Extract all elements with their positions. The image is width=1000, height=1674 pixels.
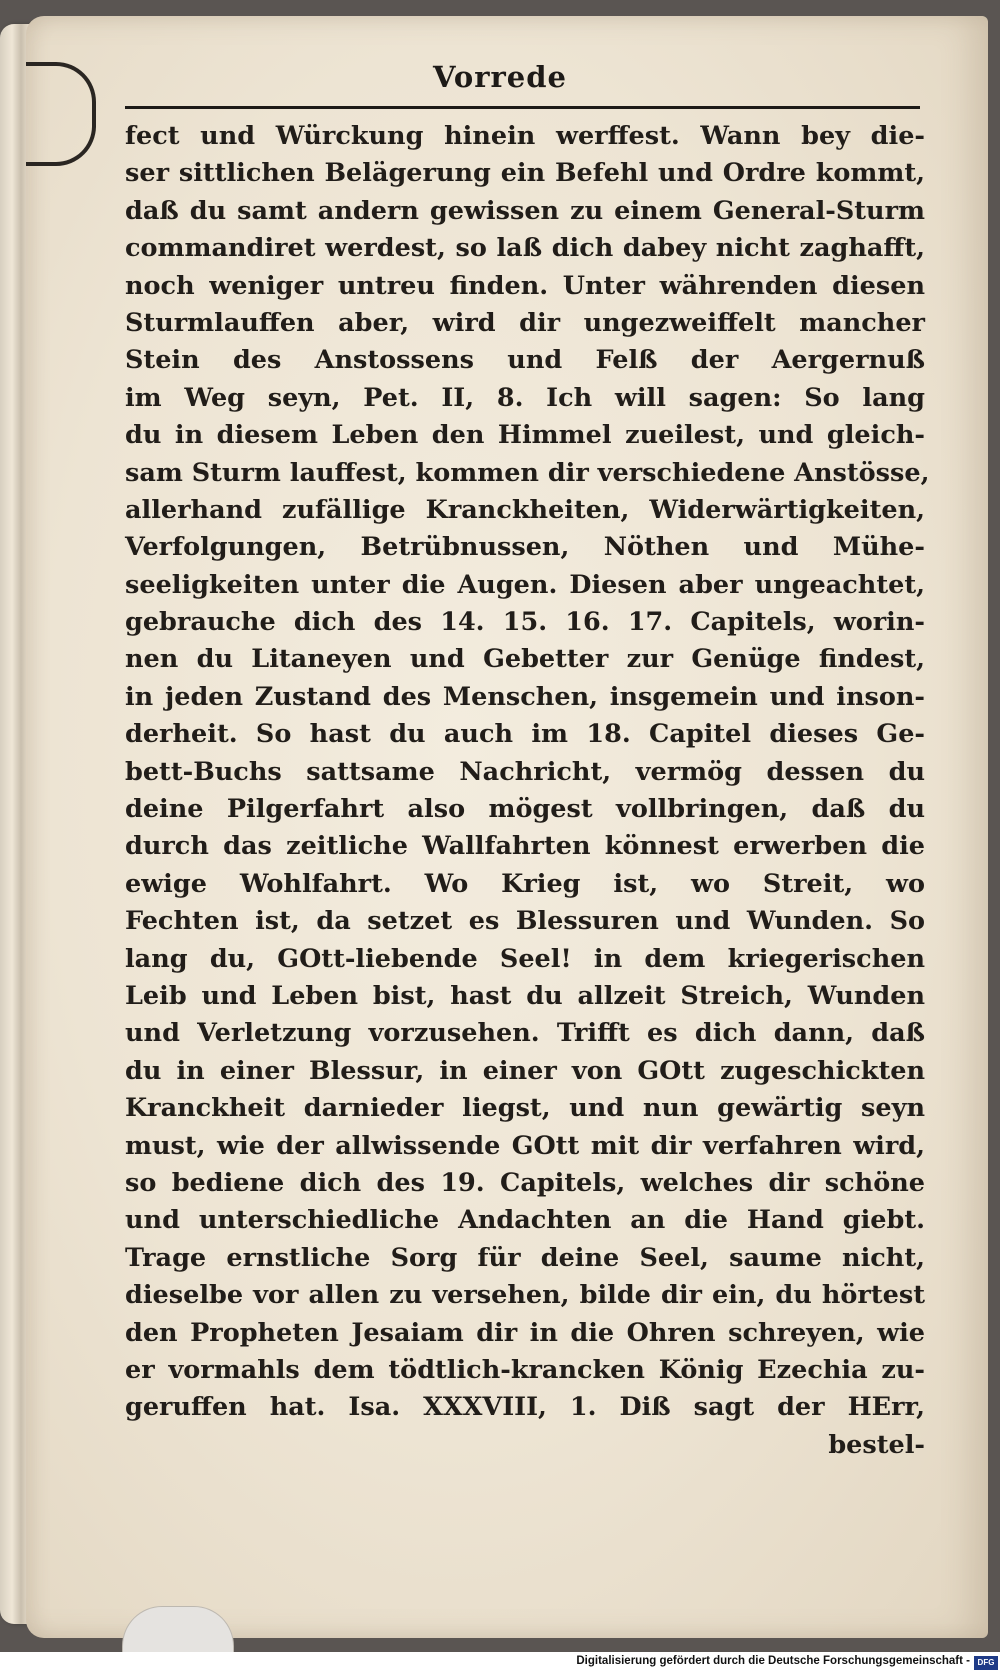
text-line: Kranckheit darnieder liegst, und nun gewärtig seyn [125,1093,925,1124]
dfg-logo: DFG [974,1656,998,1670]
text-line: und unterschiedliche Andachten an die Hand giebt. [125,1205,925,1236]
text-line: du in diesem Leben den Himmel zueilest, und gleich- [125,420,925,451]
footer-credit: Digitalisierung gefördert durch die Deutsche Forschungsgemeinschaft - [576,1655,970,1667]
text-line: must, wie der allwissende GOtt mit dir verfahren wird, [125,1130,925,1161]
body-text [125,118,930,1464]
text-line: deine Pilgerfahrt also mögest vollbringen, daß du [125,794,925,825]
text-line: lang du, GOtt-liebende Seel! in dem kriegerischen [125,943,925,974]
text-line: bett-Buchs sattsame Nachricht, vermög dessen du [125,756,925,787]
text-line: und Verletzung vorzusehen. Trifft es dich dann, daß [125,1018,925,1049]
text-line: seeligkeiten unter die Augen. Diesen aber ungeachtet, [125,569,925,600]
text-line: gebrauche dich des 14. 15. 16. 17. Capitels, worin- [125,607,925,638]
text-line: dieselbe vor allen zu versehen, bilde dir ein, du hörtest [125,1280,925,1311]
text-line: daß du samt andern gewissen zu einem General-Sturm [125,195,925,226]
text-line: ser sittlichen Belägerung ein Befehl und Ordre kommt, [125,158,925,189]
text-line: sam Sturm lauffest, kommen dir verschiedene Anstösse, [125,457,930,488]
running-head: Vorrede [433,60,567,94]
text-line: allerhand zufällige Kranckheiten, Widerwärtigkeiten, [125,494,925,525]
scanner-thumb-holder [122,1606,234,1657]
text-line: ewige Wohlfahrt. Wo Krieg ist, wo Streit, wo [125,868,925,899]
text-line: Stein des Anstossens und Felß der Aergernuß [125,345,925,376]
text-line: Fechten ist, da setzet es Blessuren und Wunden. So [125,906,925,937]
text-line: den Propheten Jesaiam dir in die Ohren schreyen, wie [125,1317,925,1348]
text-line: geruffen hat. Isa. XXXVIII, 1. Diß sagt der HErr, [125,1392,925,1423]
text-line: Verfolgungen, Betrübnussen, Nöthen und Mühe- [125,532,925,563]
text-line: er vormahls dem tödtlich-krancken König Ezechia zu- [125,1354,925,1385]
text-line: Leib und Leben bist, hast du allzeit Streich, Wunden [125,980,925,1011]
text-line: noch weniger untreu finden. Unter währenden diesen [125,270,925,301]
text-line: commandiret werdest, so laß dich dabey nicht zaghafft, [125,233,925,264]
text-line: so bediene dich des 19. Capitels, welches dir schöne [125,1167,925,1198]
text-line: derheit. So hast du auch im 18. Capitel dieses Ge- [125,719,925,750]
text-line: nen du Litaneyen und Gebetter zur Genüge findest, [125,644,925,675]
text-line: Sturmlauffen aber, wird dir ungezweiffelt mancher [125,307,925,338]
text-line: bestel- [828,1429,925,1460]
header-rule [125,106,920,109]
text-line: im Weg seyn, Pet. II, 8. Ich will sagen: So lang [125,382,925,413]
digitization-footer [0,1652,1000,1674]
text-line: Trage ernstliche Sorg für deine Seel, saume nicht, [125,1242,925,1273]
text-line: in jeden Zustand des Menschen, insgemein und inson- [125,681,925,712]
text-line: du in einer Blessur, in einer von GOtt zugeschickten [125,1055,925,1086]
text-line: fect und Würckung hinein werffest. Wann bey die- [125,121,925,151]
text-line: durch das zeitliche Wallfahrten könnest erwerben die [125,831,925,862]
